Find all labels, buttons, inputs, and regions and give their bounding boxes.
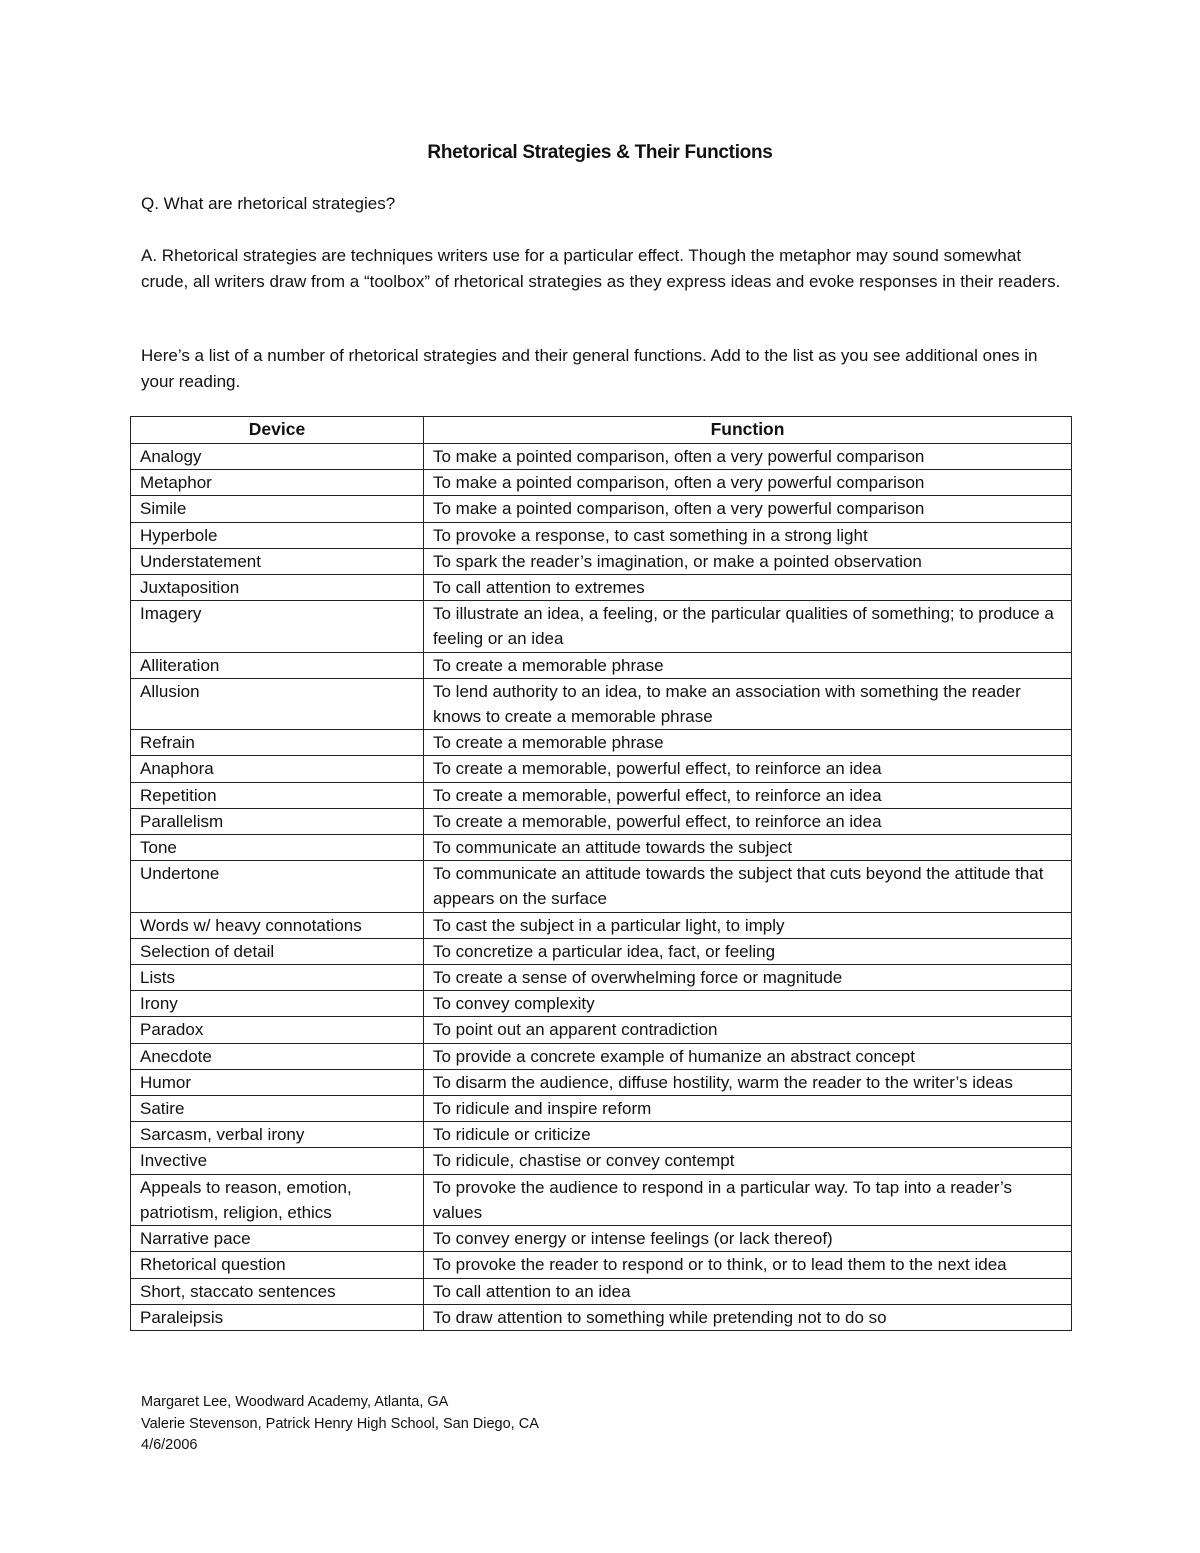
table-body	[131, 444, 1072, 1331]
table-row	[131, 912, 1072, 938]
footer-date: 4/6/2006	[141, 1437, 198, 1453]
footer	[141, 1392, 539, 1457]
table-row	[131, 782, 1072, 808]
function-cell: To communicate an attitude towards the subject	[424, 835, 1072, 861]
footer-author-1: Margaret Lee, Woodward Academy, Atlanta, GA	[141, 1394, 449, 1410]
table-row	[131, 548, 1072, 574]
function-cell: To make a pointed comparison, often a very powerful comparison	[424, 496, 1072, 522]
function-cell: To convey energy or intense feelings (or lack thereof)	[424, 1226, 1072, 1252]
function-cell: To convey complexity	[424, 991, 1072, 1017]
device-cell: Words w/ heavy connotations	[131, 912, 424, 938]
function-cell: To spark the reader’s imagination, or make a pointed observation	[424, 548, 1072, 574]
function-cell: To create a memorable phrase	[424, 730, 1072, 756]
device-cell: Repetition	[131, 782, 424, 808]
device-cell: Simile	[131, 496, 424, 522]
device-cell: Analogy	[131, 444, 424, 470]
table-row	[131, 1278, 1072, 1304]
device-cell: Invective	[131, 1148, 424, 1174]
function-cell: To point out an apparent contradiction	[424, 1017, 1072, 1043]
device-cell: Refrain	[131, 730, 424, 756]
table-row	[131, 1122, 1072, 1148]
table-row	[131, 601, 1072, 652]
function-cell: To ridicule or criticize	[424, 1122, 1072, 1148]
table-row	[131, 1069, 1072, 1095]
function-cell: To create a memorable, powerful effect, to reinforce an idea	[424, 756, 1072, 782]
function-cell: To draw attention to something while pretending not to do so	[424, 1304, 1072, 1330]
footer-author-2: Valerie Stevenson, Patrick Henry High School, San Diego, CA	[141, 1415, 539, 1432]
function-cell: To create a sense of overwhelming force or magnitude	[424, 965, 1072, 991]
question-text: Q. What are rhetorical strategies?	[141, 194, 396, 213]
device-cell: Paradox	[131, 1017, 424, 1043]
table-row	[131, 1043, 1072, 1069]
table-row	[131, 1096, 1072, 1122]
function-cell: To provoke the audience to respond in a particular way. To tap into a reader’s values	[424, 1174, 1072, 1225]
function-cell: To make a pointed comparison, often a very powerful comparison	[424, 470, 1072, 496]
table-row	[131, 1174, 1072, 1225]
function-cell: To create a memorable, powerful effect, to reinforce an idea	[424, 808, 1072, 834]
device-cell: Imagery	[131, 601, 424, 652]
function-cell: To create a memorable, powerful effect, to reinforce an idea	[424, 782, 1072, 808]
device-cell: Satire	[131, 1096, 424, 1122]
table-row	[131, 1304, 1072, 1330]
column-header-device: Device	[131, 417, 424, 444]
function-cell: To provoke a response, to cast something in a strong light	[424, 522, 1072, 548]
function-cell: To call attention to an idea	[424, 1278, 1072, 1304]
device-cell: Lists	[131, 965, 424, 991]
device-cell: Parallelism	[131, 808, 424, 834]
function-cell: To concretize a particular idea, fact, or feeling	[424, 938, 1072, 964]
table-row	[131, 1226, 1072, 1252]
device-cell: Rhetorical question	[131, 1252, 424, 1278]
table-row	[131, 861, 1072, 912]
column-header-function: Function	[424, 417, 1072, 444]
device-cell: Allusion	[131, 678, 424, 729]
device-cell: Short, staccato sentences	[131, 1278, 424, 1304]
table-row	[131, 1017, 1072, 1043]
document-title: Rhetorical Strategies & Their Functions	[427, 142, 773, 163]
device-cell: Humor	[131, 1069, 424, 1095]
table-row	[131, 444, 1072, 470]
table-row	[131, 575, 1072, 601]
table-row	[131, 756, 1072, 782]
device-cell: Narrative pace	[131, 1226, 424, 1252]
table-row	[131, 808, 1072, 834]
table-row	[131, 965, 1072, 991]
function-cell: To create a memorable phrase	[424, 652, 1072, 678]
device-cell: Irony	[131, 991, 424, 1017]
function-cell: To ridicule, chastise or convey contempt	[424, 1148, 1072, 1174]
table-header-row	[131, 417, 1072, 444]
function-cell: To lend authority to an idea, to make an association with something the reader knows to create a memorable phrase	[424, 678, 1072, 729]
table-row	[131, 470, 1072, 496]
device-cell: Undertone	[131, 861, 424, 912]
function-cell: To ridicule and inspire reform	[424, 1096, 1072, 1122]
function-cell: To call attention to extremes	[424, 575, 1072, 601]
table-row	[131, 1148, 1072, 1174]
function-cell: To provide a concrete example of humanize an abstract concept	[424, 1043, 1072, 1069]
device-cell: Anecdote	[131, 1043, 424, 1069]
table-row	[131, 991, 1072, 1017]
table-row	[131, 678, 1072, 729]
table-row	[131, 652, 1072, 678]
device-cell: Appeals to reason, emotion, patriotism, religion, ethics	[131, 1174, 424, 1225]
device-cell: Paraleipsis	[131, 1304, 424, 1330]
answer-label: A.	[141, 246, 158, 265]
device-cell: Understatement	[131, 548, 424, 574]
answer-text: Rhetorical strategies are techniques writers use for a particular effect. Though the metaphor may sound somewhat crude, all writers draw from a “toolbox” of rhetorical strategies as they express ideas and evoke responses in their readers.	[141, 246, 1061, 291]
list-intro-paragraph: Here’s a list of a number of rhetorical strategies and their general functions. Add to the list as you see additional ones in your reading.	[141, 346, 1038, 391]
table-row	[131, 835, 1072, 861]
device-cell: Metaphor	[131, 470, 424, 496]
device-cell: Anaphora	[131, 756, 424, 782]
function-cell: To make a pointed comparison, often a very powerful comparison	[424, 444, 1072, 470]
table-row	[131, 938, 1072, 964]
table-row	[131, 1252, 1072, 1278]
device-cell: Juxtaposition	[131, 575, 424, 601]
function-cell: To illustrate an idea, a feeling, or the particular qualities of something; to produce a feeling or an idea	[424, 601, 1072, 652]
rhetorical-strategies-table	[130, 416, 1072, 1331]
device-cell: Selection of detail	[131, 938, 424, 964]
table-row	[131, 496, 1072, 522]
device-cell: Sarcasm, verbal irony	[131, 1122, 424, 1148]
function-cell: To disarm the audience, diffuse hostility, warm the reader to the writer’s ideas	[424, 1069, 1072, 1095]
table-row	[131, 730, 1072, 756]
function-cell: To provoke the reader to respond or to think, or to lead them to the next idea	[424, 1252, 1072, 1278]
device-cell: Hyperbole	[131, 522, 424, 548]
device-cell: Alliteration	[131, 652, 424, 678]
table-row	[131, 522, 1072, 548]
function-cell: To communicate an attitude towards the subject that cuts beyond the attitude that appears on the surface	[424, 861, 1072, 912]
device-cell: Tone	[131, 835, 424, 861]
answer-paragraph	[141, 243, 1066, 294]
function-cell: To cast the subject in a particular light, to imply	[424, 912, 1072, 938]
